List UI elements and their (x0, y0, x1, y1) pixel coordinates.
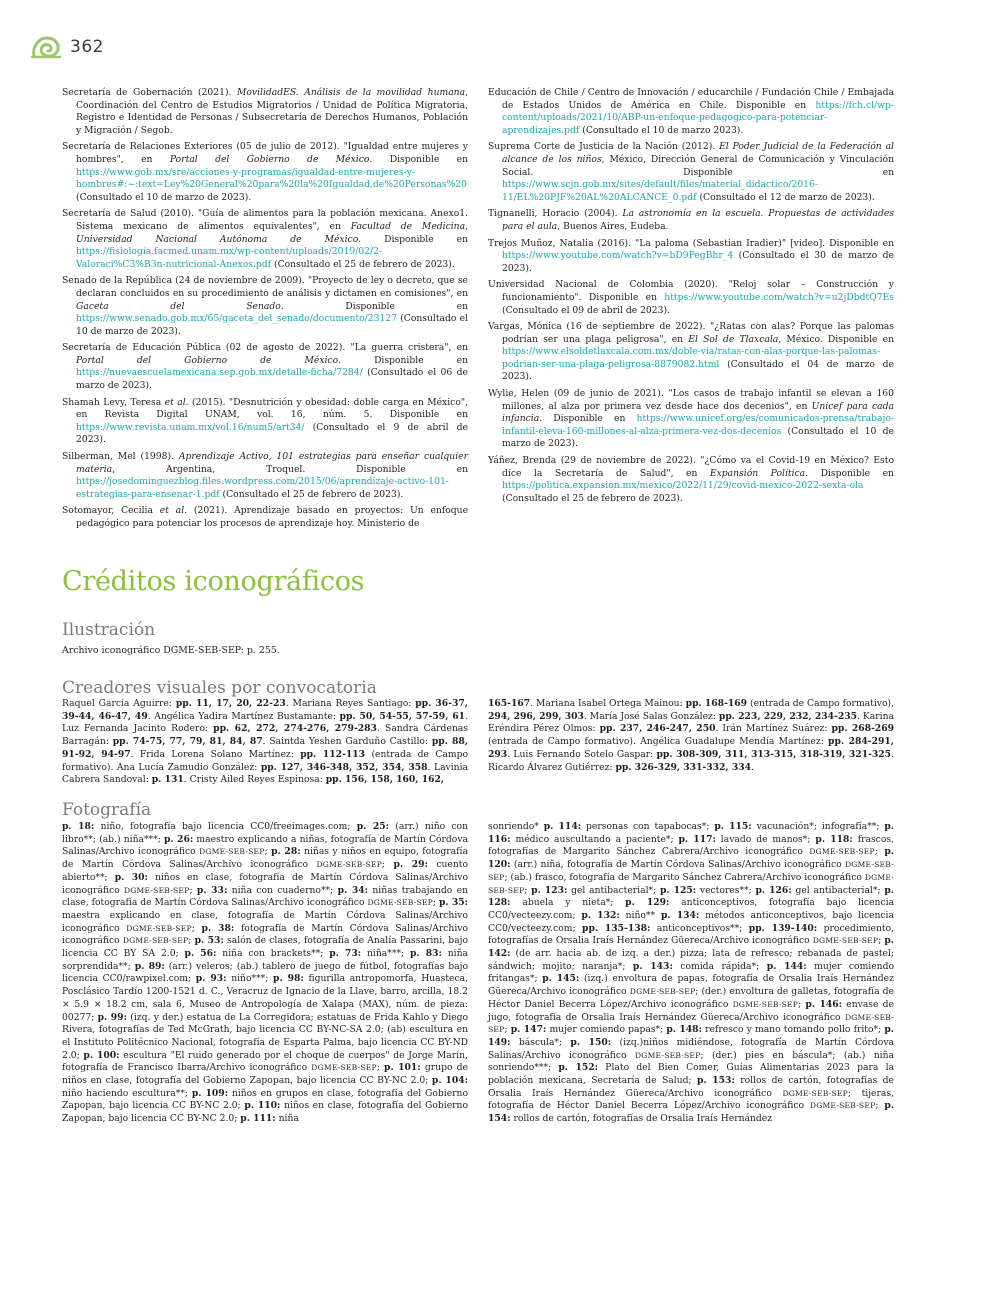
fotografia-right-text: sonriendo* p. 114: personas con tapabocas*; p. 115: vacunación*; infografía**; p. 116: médico auscultando a paciente*; p. 117: lavado de manos*; p. 118: frascos, fotografías de Margarito Sánchez Cabrera/Archivo iconográfico DGME-SEB-SEP; p. 120: (arr.) niña, fotografía de Martín Córdova Salinas/Archivo iconográfico DGME-SEB-SEP; (ab.) frasco, fotografía de Margarito Sánchez Cabrera/Archivo iconográfico DGME-SEB-SEP; p. 123: gel antibacterial*; p. 125: vectores**; p. 126: gel antibacterial*; p. 128: abuela y nieta*; p. 129: anticonceptivos, fotografía bajo licencia CC0/vecteezy.com; p. 132: niño** p. 134: métodos anticonceptivos, bajo licencia CC0/vecteezy.com; pp. 135-138: anticonceptivos**; pp. 139-140: procedimiento, fotografías de Orsalia Iraís Hernández Güereca/Archivo iconográfico DGME-SEB-SEP; p. 142: (de arr. hacia ab. de izq. a der.) pizza; lata de refresco; rebanada de pastel; sándwich; mojito; naranja*; p. 143: comida rápida*; p. 144: mujer comiendo fritangas*; p. 145: (izq.) envoltura de papas, fotografía de Orsalia Iraís Hernández Güereca/Archivo iconográfico DGME-SEB-SEP; (der.) envoltura de galletas, fotografía de Héctor Daniel Becerra López/Archivo iconográfico DGME-SEB-SEP; p. 146: envase de jugo, fotografía de Orsalia Iraís Hernández Güereca/Archivo iconográfico DGME-SEB-SEP; p. 147: mujer comiendo papas*; p. 148: refresco y mano tomando pollo frito*; p. 149: báscula*; p. 150: (izq.)niños midiéndose, fotografía de Martín Córdova Salinas/Archivo iconográfico DGME-SEB-SEP; (der.) pies en báscula*; (ab.) niña sonriendo***; p. 152: Plato del Bien Comer, Guías Alimentarias 2023 para la población mexicana, Secretaría de Salud; p. 153: rollos de cartón, fotografías de Orsalia Iraís Hernández Güereca/Archivo iconográfico DGME-SEB-SEP; tijeras, fotografía de Héctor Daniel Becerra López/Archivo iconográfico DGME-SEB-SEP; p. 154: rollos de cartón, fotografías de Orsalia Iraís Hernández (488, 821, 895, 1125)
reference-text: . Disponible en (280, 300, 468, 312)
reference-link[interactable]: https://www.youtube.com/watch?v=u2jDbdtQ7Es (664, 291, 894, 303)
reference-title: Portal del Gobierno de México (169, 153, 370, 165)
reference-text: Educación de Chile / Centro de Innovación / educarchile / Fundación Chile / Embajada de Estados Unidos de América en Chile. Disponible en (488, 87, 894, 111)
reference-link[interactable]: https://www.elsoldetlaxcala.com.mx/doble-via/ratas-con-alas-porque-las-palomas-podrian-ser-una-plaga-peligrosa-8879082.html (502, 346, 880, 370)
reference-link[interactable]: https://www.youtube.com/watch?v=bD9PegBhr_4 (502, 250, 734, 262)
reference-text: Secretaría de Educación Pública (02 de agosto de 2022). "La guerra cristera", en (62, 342, 468, 354)
reference-entry (62, 87, 468, 137)
reference-link[interactable]: https://www.revista.unam.mx/vol.16/num5/art34/ (76, 421, 305, 433)
reference-text: (2015). "Desnutrición y obesidad: doble carga en México", en Revista Digital UNAM, vol. 16, núm. 5. Disponible en (76, 396, 468, 421)
reference-entry (62, 451, 468, 501)
reference-entry (488, 388, 894, 451)
reference-text: (Consultado el 10 de marzo de 2023). (76, 191, 252, 203)
references-left-column (62, 87, 468, 535)
reference-text: Suprema Corte de Justicia de la Nación (2012). (488, 141, 720, 153)
reference-text: , Buenos Aires, Eudeba. (557, 220, 669, 232)
reference-text: . Disponible en (369, 153, 468, 165)
reference-link[interactable]: https://nuevaescuelamexicana.sep.gob.mx/detalle-ficha/7284/ (76, 367, 363, 379)
reference-text: (Consultado el 25 de febrero de 2023). (502, 492, 683, 504)
reference-text: . Disponible en (805, 467, 894, 479)
reference-entry (488, 238, 894, 276)
reference-text: Senado de la República (24 de noviembre de 2009). "Proyecto de ley o decreto, que se declaran concluidos en su procedimiento de análisis y dictamen en comisiones", en (62, 275, 468, 299)
reference-title: Facultad de Medicina, Universidad Nacional Autónoma de México (76, 220, 468, 245)
snail-icon (30, 34, 62, 60)
reference-text: . Disponible en (338, 354, 468, 366)
reference-title: Gaceta del Senado (76, 300, 281, 312)
creadores-heading: Creadores visuales por convocatoria (62, 678, 377, 698)
reference-title: Unicef para cada infancia (502, 400, 894, 425)
reference-link[interactable]: https://josedominguezblog.files.wordpress.com/2015/06/aprendizaje-activo-101-estrategias-para-ensenar-1.pdf (76, 476, 449, 500)
reference-text: (Consultado el 25 de febrero de 2023). (271, 258, 455, 270)
reference-entry (488, 87, 894, 137)
reference-text: (Consultado el 06 de marzo de 2023). (76, 367, 468, 392)
reference-text: (Consultado el 10 de marzo 2023). (579, 124, 744, 136)
reference-text: (Consultado el 04 de marzo de 2023). (502, 358, 894, 383)
reference-entry (62, 141, 468, 204)
reference-entry (62, 208, 468, 271)
fotografia-heading: Fotografía (62, 800, 152, 820)
reference-title: El Poder Judicial de la Federación al alcance de los niños (502, 141, 894, 165)
reference-text: (Consultado el 9 de abril de 2023). (76, 421, 468, 446)
reference-text: Trejos Muñoz, Natalia (2016). "La paloma (Sebastian Iradier)" [video]. Disponible en (488, 237, 894, 249)
reference-text: (Consultado el 12 de marzo de 2023). (696, 191, 875, 203)
reference-entry (62, 505, 468, 530)
reference-text: Vargas, Mónica (16 de septiembre de 2022). "¿Ratas con alas? Porque las palomas podrían ser una plaga peligrosa", en (488, 321, 894, 345)
reference-title: et al. (164, 396, 189, 408)
reference-entry (488, 141, 894, 204)
references-right-column (488, 87, 894, 509)
reference-link[interactable]: https://fch.cl/wp-content/uploads/2021/10/ABP-un-enfoque-pedagogico-para-potenciar-aprendizajes.pdf (502, 99, 894, 136)
reference-link[interactable]: https://www.gob.mx/sre/acciones-y-programas/igualdad-entre-mujeres-y-hombres#:~:text=Ley%20General%20para%20la%20Igualdad,de%20Personas%20 (76, 166, 467, 191)
reference-text: . Disponible en (358, 233, 468, 245)
reference-entry (62, 275, 468, 338)
reference-entry (488, 321, 894, 384)
reference-text: (Consultado el 10 de marzo de 2023). (76, 313, 468, 337)
reference-text: (2021). Aprendizaje basado en proyectos: Un enfoque pedagógico para potenciar los procesos de aprendizaje hoy. Ministerio de (76, 505, 469, 529)
reference-title: La astronomía en la escuela. Propuestas de actividades para el aula (502, 208, 894, 232)
reference-text: . Disponible en (539, 413, 637, 425)
reference-text: Tignanelli, Horacio (2004). (488, 208, 623, 220)
reference-text: Universidad Nacional de Colombia (2020). "Reloj solar – Construcción y funcionamiento". Disponible en (488, 279, 894, 303)
credits-title: Créditos iconográficos (62, 566, 365, 597)
reference-text: Silberman, Mel (1998). (62, 451, 179, 463)
reference-text: (Consultado el 09 de abril de 2023). (502, 304, 670, 316)
reference-text: Shamah Levy, Teresa (62, 396, 165, 408)
reference-title: Portal del Gobierno de México (76, 354, 339, 366)
reference-text: Secretaría de Salud (2010). "Guía de alimentos para la población mexicana. Anexo1. Sistema mexicano de alimentos equivalentes", en (62, 208, 468, 232)
page-number: 362 (70, 37, 104, 57)
reference-title: Expansión Política (709, 467, 806, 479)
reference-text: Secretaría de Gobernación (2021). (62, 87, 237, 98)
creadores-left-text: Raquel García Aguirre: pp. 11, 17, 20, 22-23. Mariana Reyes Santiago: pp. 36-37, 39-44, 46-47, 49. Angélica Yadira Martínez Bustamante: pp. 50, 54-55, 57-59, 61. Luz Fernanda Jacinto Rodero: pp. 62, 272, 274-276, 279-283. Sandra Cárdenas Barragán: pp. 74-75, 77, 79, 81, 84, 87. Saintda Yeshen Garduño Castillo: pp. 88, 91-92, 94-97. Frida Lorena Solano Martínez: pp. 112-113 (entrada de Campo formativo). Ana Lucía Zamudio González: pp. 127, 346-348, 352, 354, 358. Lavinia Cabrera Sandoval: p. 131. Cristy Ailed Reyes Espinosa: pp. 156, 158, 160, 162, (62, 698, 469, 786)
reference-text: , México, Dirección General de Comunicación y Vinculación Social. Disponible en (502, 153, 894, 178)
fotografia-left-text: p. 18: niño, fotografía bajo licencia CC0/freeimages.com; p. 25: (arr.) niño con libro**; (ab.) niña***; p. 26: maestro explicando a niñas, fotografía de Martín Córdova Salinas/Archivo iconográfico DGME-SEB-SEP; p. 28: niñas y niños en equipo, fotografía de Martín Córdova Salinas/Archivo iconográfico DGME-SEB-SEP; p. 29: cuento abierto**; p. 30: niños en clase, fotografía de Martín Córdova Salinas/Archivo iconográfico DGME-SEB-SEP; p. 33: niña con cuaderno**; p. 34: niñas trabajando en clase, fotografía de Martín Córdova Salinas/Archivo iconográfico DGME-SEB-SEP; p. 35: maestra explicando en clase, fotografía de Martín Córdova Salinas/Archivo iconográfico DGME-SEB-SEP; p. 38: fotografía de Martín Córdova Salinas/Archivo iconográfico DGME-SEB-SEP; p. 53: salón de clases, fotografía de Analía Passarini, bajo licencia CC BY SA 2.0; p. 56: niña con brackets**; p. 73: niña***; p. 83: niña sorprendida**; p. 89: (arr.) veleros; (ab.) tablero de juego de fútbol, fotografías bajo licencia CC0/rawpixel.com; p. 93: niño***; p. 98: figurilla antropomorfa, Huasteca, Posclásico Tardío 1200-1521 d. C., Veracruz de Ignacio de la Llave, barro, arcilla, 18.2 × 5.9 × 18.2 cm, sala 6, Museo de Antropología de Xalapa (MAX), núm. de pieza: 00277; p. 99: (izq. y der.) estatua de La Corregidora; estatuas de Frida Kahlo y Diego Rivera, fotografías de Ted McGrath, bajo licencia CC BY-NC-SA 2.0; (ab) escultura en el Instituto Politécnico Nacional, fotografía de Esparta Palma, bajo licencia CC BY-ND 2.0; p. 100: escultura "El ruido generado por el choque de cuerpos" de Jorge Marín, fotografía de Francisco Ibarra/Archivo iconográfico DGME-SEB-SEP; p. 101: grupo de niños en clase, fotografía del Gobierno Zapopan, bajo licencia CC BY-NC 2.0; p. 104: niño haciendo escultura**; p. 109: niños en grupos en clase, fotografía del Gobierno Zapopan, bajo licencia CC BY-NC 2.0; p. 110: niños en clase, fotografía del Gobierno Zapopan, bajo licencia CC BY-NC 2.0; p. 111: niña (62, 821, 469, 1125)
reference-title: Aprendizaje Activo, 101 estrategias para enseñar cualquier materia (76, 451, 468, 475)
ilustracion-heading: Ilustración (62, 620, 156, 640)
ilustracion-text: Archivo iconográfico DGME-SEB-SEP: p. 255. (62, 645, 280, 656)
reference-text: Yáñez, Brenda (29 de noviembre de 2022). "¿Cómo va el Covid-19 en México? Esto dice la Secretaría de Salud", en (488, 455, 894, 479)
reference-title: MovilidadES. Análisis de la movilidad humana (236, 87, 466, 98)
reference-text: (Consultado el 30 de marzo de 2023). (502, 250, 894, 274)
reference-entry (488, 279, 894, 317)
reference-text: , México. Disponible en (778, 333, 894, 345)
reference-text: (Consultado el 10 de marzo de 2023). (502, 425, 894, 450)
reference-link[interactable]: https://fisiologia.facmed.unam.mx/wp-content/uploads/2019/02/2-Valoraci%C3%B3n-nutricional-Anexos.pdf (76, 246, 383, 270)
reference-link[interactable]: https://politica.expansion.mx/mexico/2022/11/29/covid-mexico-2022-sexta-ola (502, 480, 864, 492)
reference-title: El Sol de Tlaxcala (688, 333, 779, 345)
reference-text: (Consultado el 25 de febrero de 2023). (219, 488, 404, 500)
reference-entry (62, 342, 468, 392)
reference-text: Wylie, Helen (09 de junio de 2021). "Los casos de trabajo infantil se elevan a 160 millones, al alza por primera vez desde hace dos decenios", en (488, 388, 894, 412)
reference-link[interactable]: https://www.scjn.gob.mx/sites/default/files/material_didactico/2016-11/EL%20PJF%20AL%20ALCANCE_0.pdf (502, 179, 818, 203)
reference-link[interactable]: https://www.senado.gob.mx/65/gaceta_del_senado/documento/23127 (76, 313, 398, 325)
reference-link[interactable]: https://www.unicef.org/es/comunicados-prensa/trabajo-infantil-eleva-160-millones-al-alza-primera-vez-dos-decenios (502, 413, 894, 437)
reference-entry (62, 397, 468, 447)
reference-title: et al. (159, 505, 188, 517)
reference-text: , Argentina, Troquel. Disponible en (112, 463, 468, 475)
reference-entry (488, 208, 894, 233)
reference-text: Sotomayor, Cecilia (62, 505, 160, 517)
creadores-right-text: 165-167. Mariana Isabel Ortega Mainou: pp. 168-169 (entrada de Campo formativo), 294, 296, 299, 303. María José Salas González: pp. 223, 229, 232, 234-235. Karina Eréndira Pérez Olmos: pp. 237, 246-247, 250. Irán Martínez Suárez: pp. 268-269 (entrada de Campo formativo). Angélica Guadalupe Mendía Martínez: pp. 284-291, 293. Luis Fernando Sotelo Gaspar: pp. 308-309, 311, 313-315, 318-319, 321-325. Ricardo Álvarez Gutiérrez: pp. 326-329, 331-332, 334. (488, 698, 894, 773)
page-number-header (30, 34, 104, 60)
reference-text: Secretaría de Relaciones Exteriores (05 de julio de 2012). "Igualdad entre mujeres y hombres", en (62, 141, 468, 165)
reference-text: , Coordinación del Centro de Estudios Migratorios / Unidad de Política Migratoria, Registro e Identidad de Personas / Subsecretaría de Derechos Humanos, Población y Migración / Segob. (76, 87, 468, 136)
reference-entry (488, 455, 894, 505)
